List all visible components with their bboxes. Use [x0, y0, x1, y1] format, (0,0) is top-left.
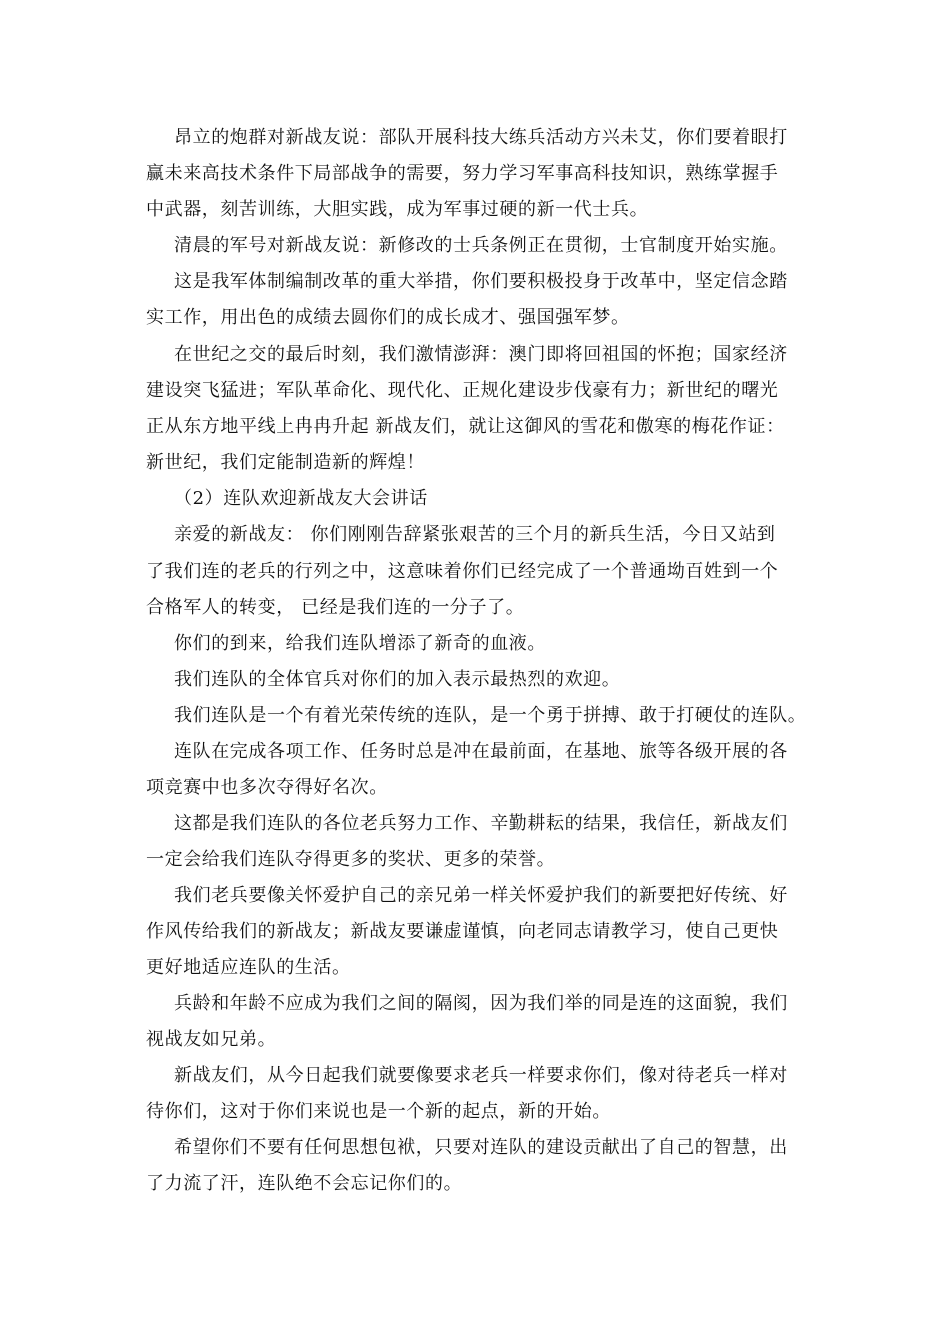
paragraph-line: 一定会给我们连队夺得更多的奖状、更多的荣誉。 [146, 849, 556, 870]
paragraph-line: 我们老兵要像关怀爱护自己的亲兄弟一样关怀爱护我们的新要把好传统、好 [174, 885, 788, 906]
paragraph-line: 赢未来高技术条件下局部战争的需要，努力学习军事高科技知识，熟练掌握手 [146, 163, 779, 184]
paragraph-line: 待你们，这对于你们来说也是一个新的起点，新的开始。 [146, 1101, 611, 1122]
paragraph-line: 亲爱的新战友： 你们刚刚告辞紧张艰苦的三个月的新兵生活，今日又站到 [174, 524, 776, 545]
paragraph-line: 中武器，刻苦训练，大胆实践，成为军事过硬的新一代士兵。 [146, 199, 649, 220]
paragraph-line: 昂立的炮群对新战友说：部队开展科技大练兵活动方兴未艾，你们要着眼打 [174, 127, 788, 148]
paragraph-line: 了我们连的老兵的行列之中，这意味着你们已经完成了一个普通坳百姓到一个 [146, 561, 779, 582]
paragraph-line: 新战友们，从今日起我们就要像要求老兵一样要求你们，像对待老兵一样对 [174, 1065, 788, 1086]
paragraph-line: 视战友如兄弟。 [146, 1029, 277, 1050]
paragraph-line: 新世纪，我们定能制造新的辉煌！ [146, 452, 425, 473]
section-heading: （2）连队欢迎新战友大会讲话 [174, 488, 428, 509]
paragraph-line: 合格军人的转变， 已经是我们连的一分子了。 [146, 597, 525, 618]
paragraph-line: 项竞赛中也多次夺得好名次。 [146, 777, 388, 798]
paragraph-line: 了力流了汗，连队绝不会忘记你们的。 [146, 1173, 463, 1194]
paragraph-line: 这是我军体制编制改革的重大举措，你们要积极投身于改革中，坚定信念踏 [174, 271, 788, 292]
paragraph-line: 建设突飞猛进；军队革命化、现代化、正规化建设步伐豪有力；新世纪的曙光 [146, 380, 779, 401]
paragraph-line: 更好地适应连队的生活。 [146, 957, 351, 978]
paragraph-line: 兵龄和年龄不应成为我们之间的隔阂，因为我们举的同是连的这面貌，我们 [174, 993, 788, 1014]
paragraph-line: 我们连队的全体官兵对你们的加入表示最热烈的欢迎。 [174, 669, 621, 690]
paragraph-line: 在世纪之交的最后时刻，我们激情澎湃：澳门即将回祖国的怀抱；国家经济 [174, 344, 788, 365]
paragraph-line: 我们连队是一个有着光荣传统的连队，是一个勇于拼搏、敢于打硬仗的连队。 [174, 705, 807, 726]
paragraph-line: 实工作，用出色的成绩去圆你们的成长成才、强国强军梦。 [146, 307, 630, 328]
paragraph-line: 清晨的军号对新战友说：新修改的士兵条例正在贯彻，士官制度开始实施。 [174, 235, 788, 256]
paragraph-line: 连队在完成各项工作、任务时总是冲在最前面，在基地、旅等各级开展的各 [174, 741, 788, 762]
paragraph-line: 这都是我们连队的各位老兵努力工作、辛勤耕耘的结果，我信任，新战友们 [174, 813, 788, 834]
paragraph-line: 你们的到来，给我们连队增添了新奇的血液。 [174, 633, 546, 654]
paragraph-line: 希望你们不要有任何思想包袱，只要对连队的建设贡献出了自己的智慧，出 [174, 1137, 788, 1158]
paragraph-line: 作风传给我们的新战友；新战友要谦虚谨慎，向老同志请教学习，使自己更快 [146, 921, 779, 942]
paragraph-line: 正从东方地平线上冉冉升起 新战友们，就让这御风的雪花和傲寒的梅花作证： [146, 416, 785, 437]
